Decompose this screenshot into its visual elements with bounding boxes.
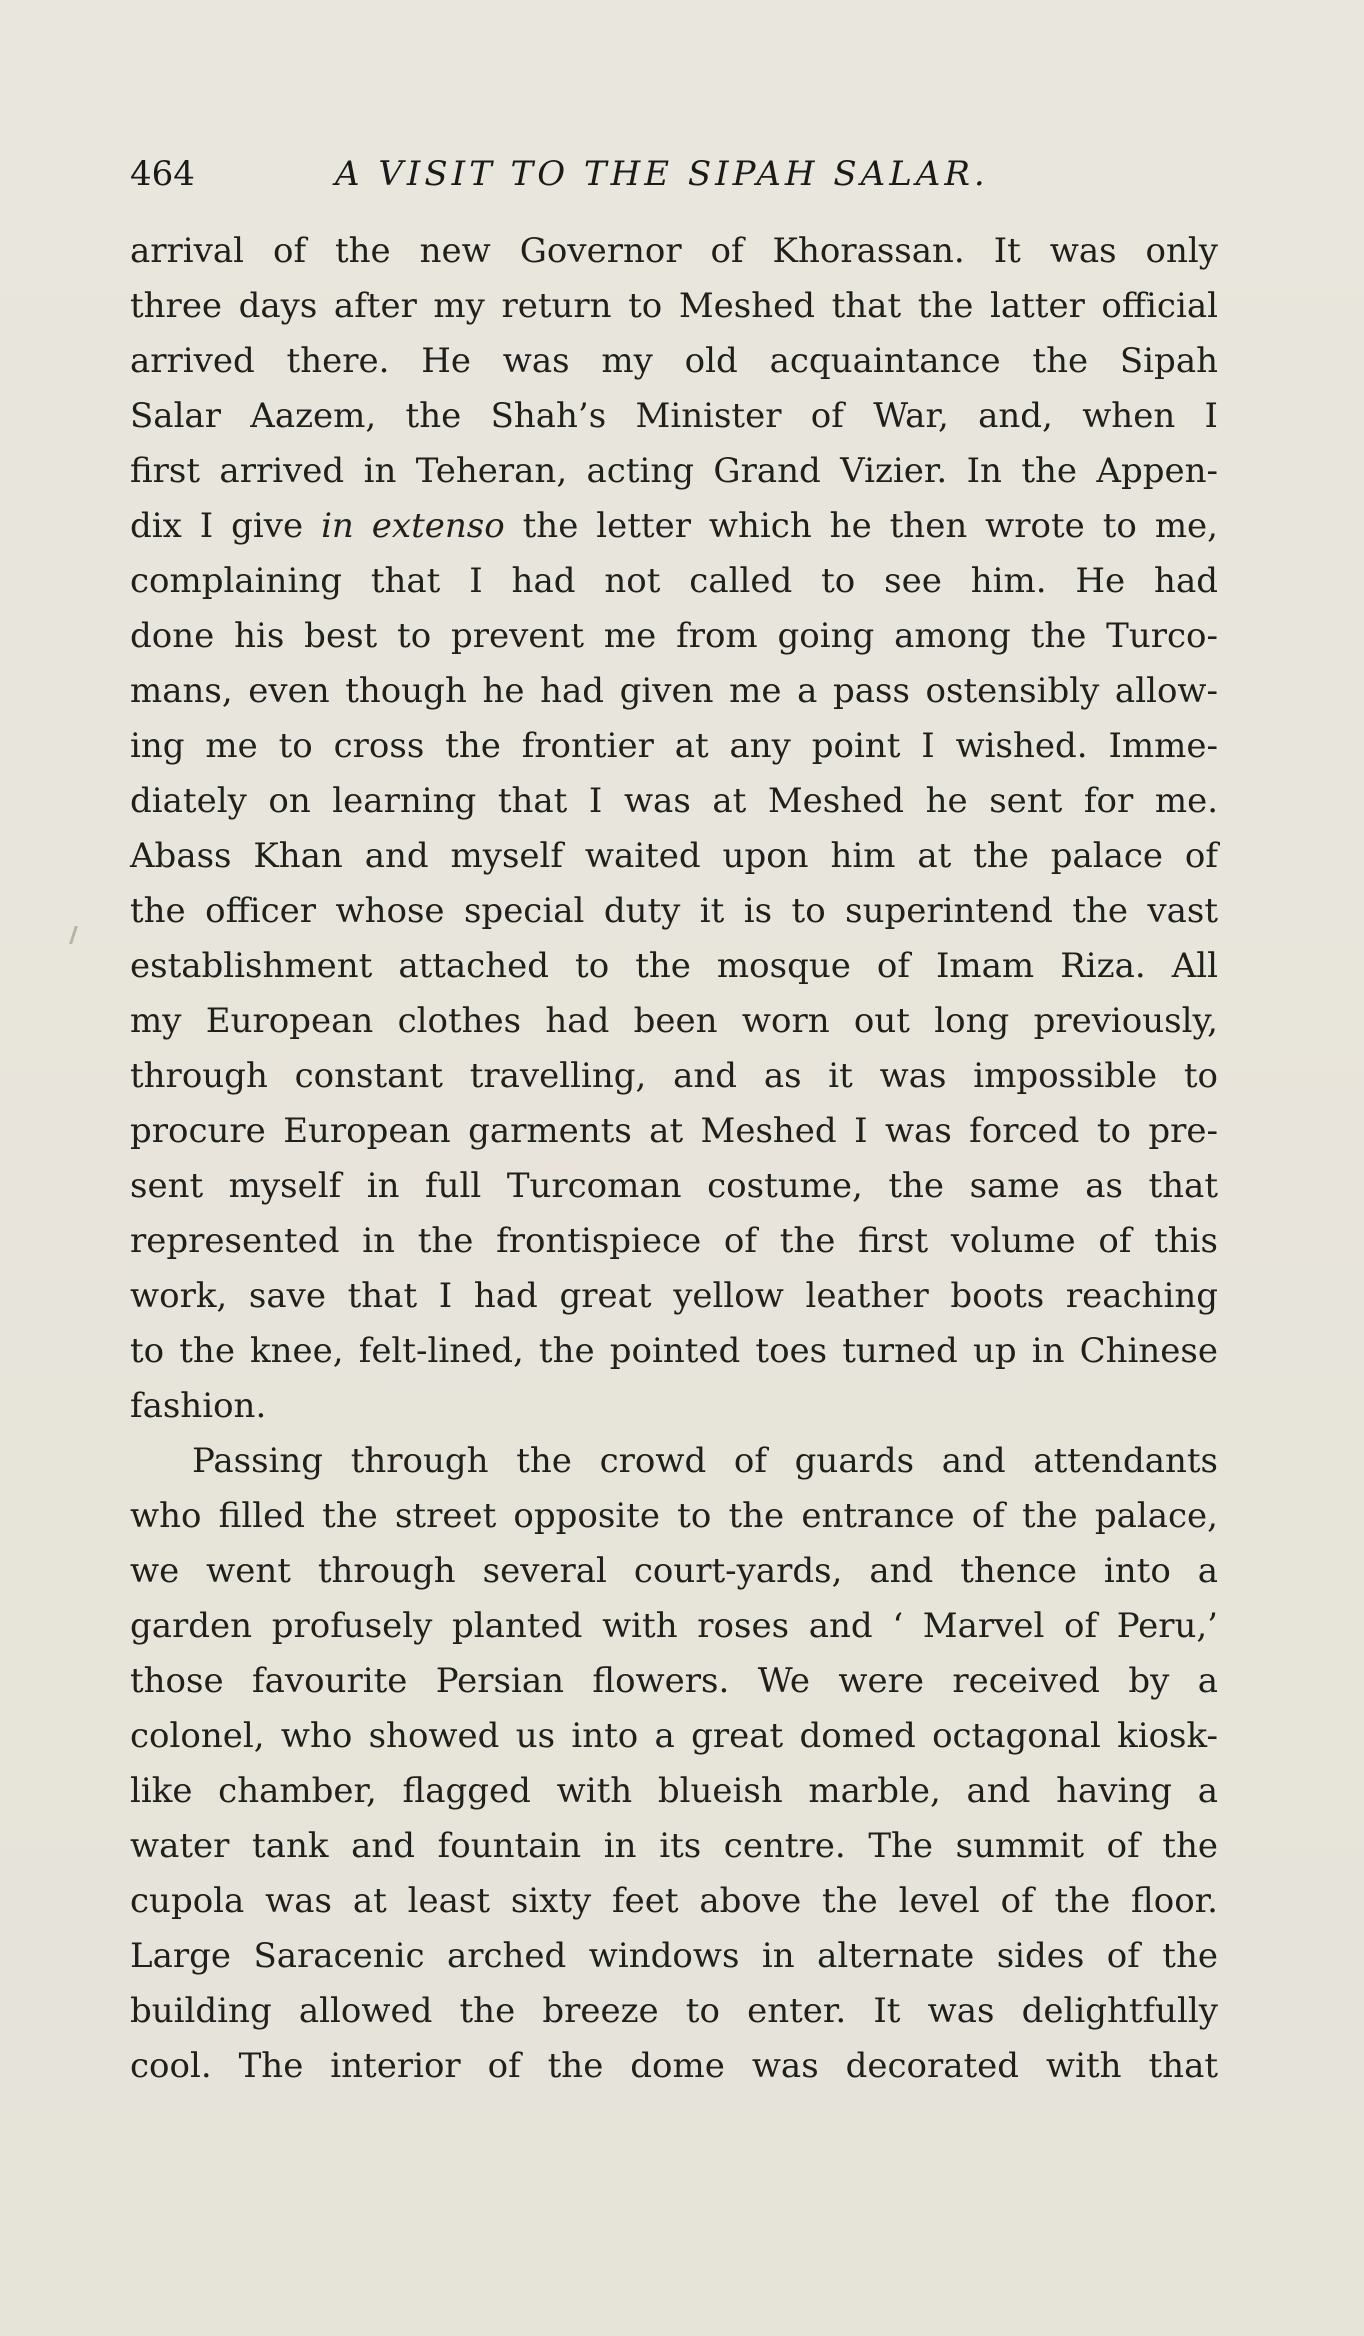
text-line: cupola was at least sixty feet above the level of the floor. [130, 1881, 1218, 1921]
text-line: establishment attached to the mosque of Imam Riza. All [130, 946, 1218, 986]
text-line: garden profusely planted with roses and ‘ Marvel of Peru,’ [130, 1606, 1218, 1646]
text-line: arrived there. He was my old acquaintance the Sipah [130, 341, 1218, 381]
text-line: like chamber, flagged with blueish marble, and having a [130, 1771, 1218, 1811]
text-line: three days after my return to Meshed that the latter official [130, 286, 1218, 326]
text-line: my European clothes had been worn out long previously, [130, 1001, 1218, 1041]
text-line: diately on learning that I was at Meshed he sent for me. [130, 781, 1218, 821]
text-line: we went through several court-yards, and thence into a [130, 1551, 1218, 1591]
running-title: A VISIT TO THE SIPAH SALAR. [335, 154, 989, 194]
text-line: those favourite Persian flowers. We were received by a [130, 1661, 1218, 1701]
text-line: work, save that I had great yellow leather boots reaching [130, 1276, 1218, 1316]
text-line: building allowed the breeze to enter. It was delightfully [130, 1991, 1218, 2031]
text-line: sent myself in full Turcoman costume, the same as that [130, 1166, 1218, 1206]
page-number: 464 [130, 154, 195, 194]
text-line: arrival of the new Governor of Khorassan. It was only [130, 231, 1218, 271]
text-line: represented in the frontispiece of the first volume of this [130, 1221, 1218, 1261]
text-line [130, 499, 1218, 554]
page-header [130, 144, 1218, 204]
text-line: complaining that I had not called to see him. He had [130, 561, 1218, 601]
text-line: Passing through the crowd of guards and attendants [192, 1441, 1218, 1481]
text-run: dix I give [130, 506, 322, 546]
text-line: ing me to cross the frontier at any point I wished. Imme- [130, 726, 1218, 766]
text-line: done his best to prevent me from going among the Turco- [130, 616, 1218, 656]
text-run: the letter which he then wrote to me, [504, 506, 1218, 546]
text-line: cool. The interior of the dome was decorated with that [130, 2046, 1218, 2086]
text-line: Salar Aazem, the Shah’s Minister of War, and, when I [130, 396, 1218, 436]
text-line: water tank and fountain in its centre. The summit of the [130, 1826, 1218, 1866]
text-line: Large Saracenic arched windows in alternate sides of the [130, 1936, 1218, 1976]
text-line: first arrived in Teheran, acting Grand Vizier. In the Appen- [130, 451, 1218, 491]
text-line: who filled the street opposite to the entrance of the palace, [130, 1496, 1218, 1536]
text-line: mans, even though he had given me a pass ostensibly allow- [130, 671, 1218, 711]
text-line: fashion. [130, 1386, 267, 1426]
text-line: colonel, who showed us into a great domed octagonal kiosk- [130, 1716, 1218, 1756]
text-line: Abass Khan and myself waited upon him at the palace of [130, 836, 1218, 876]
paragraph-2 [130, 1434, 1218, 2094]
italic-phrase: in extenso [321, 506, 505, 546]
text-line: to the knee, felt-lined, the pointed toes turned up in Chinese [130, 1331, 1218, 1371]
text-line: procure European garments at Meshed I was forced to pre- [130, 1111, 1218, 1151]
paragraph-1 [130, 224, 1218, 1434]
margin-mark [69, 926, 78, 944]
text-line: the officer whose special duty it is to superintend the vast [130, 891, 1218, 931]
body-text [130, 224, 1218, 2094]
text-line: through constant travelling, and as it was impossible to [130, 1056, 1218, 1096]
